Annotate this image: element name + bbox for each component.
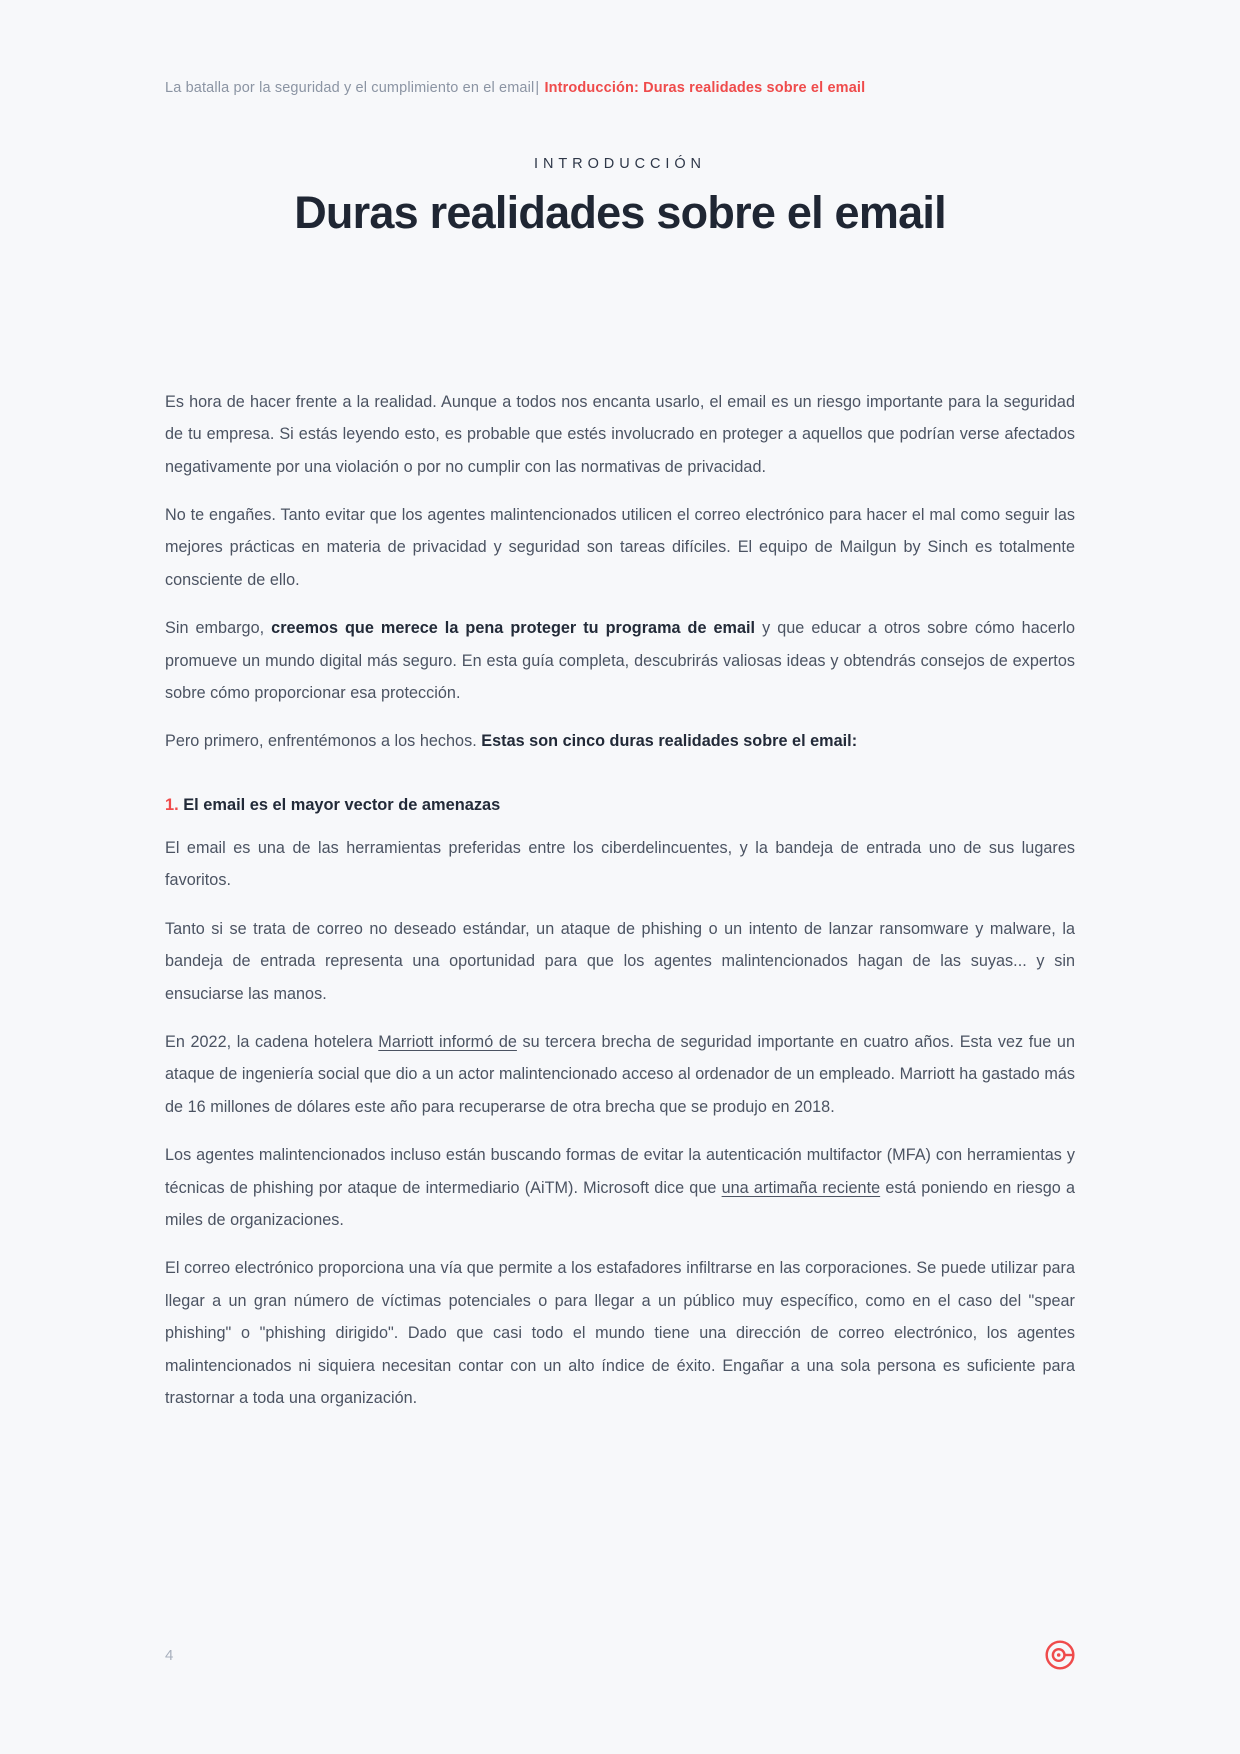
paragraph-intro-1: Es hora de hacer frente a la realidad. Aunque a todos nos encanta usarlo, el email es un riesgo importante para la seguridad de tu empresa. Si estás leyendo esto, es probable que estés involucrado en proteger a aquellos que podrían verse afectados negativamente por una violación o por no cumplir con las normativas de privacidad.: [165, 392, 1075, 476]
subheading-number: 1.: [165, 795, 179, 814]
paragraph-body-4: [165, 1139, 1075, 1236]
running-header-separator: |: [535, 80, 540, 96]
paragraph-3-emphasis: creemos que merece la pena proteger tu programa de email: [271, 619, 756, 638]
paragraph-7-text-a: En 2022, la cadena hotelera: [165, 1033, 379, 1052]
paragraph-3-text-b: y que educar a otros sobre cómo hacerlo promueve un mundo digital más seguro. En esta guía completa, descubrirás valiosas ideas y obtendrás consejos de expertos sobre cómo proporcionar esa protección.: [165, 619, 1075, 702]
subheading-threat-vector: [165, 792, 1075, 818]
page-footer: [165, 1640, 1075, 1670]
mailgun-at-logo-icon: [1045, 1640, 1075, 1670]
paragraph-body-5: El correo electrónico proporciona una vía que permite a los estafadores infiltrarse en las corporaciones. Se puede utilizar para llegar a un gran número de víctimas potenciales o para llegar a un público muy específico, como en el caso del "spear phishing" o "phishing dirigido". Dado que casi todo el mundo tiene una dirección de correo electrónico, los agentes malintencionados ni siquiera necesitan contar con un alto índice de éxito. Engañar a una sola persona es suficiente para trastornar a toda una organización.: [165, 1259, 1075, 1408]
paragraph-intro-3: [165, 612, 1075, 709]
paragraph-3-text-a: Sin embargo,: [165, 619, 272, 638]
paragraph-body-3: [165, 1026, 1075, 1123]
running-header-current-section: Introducción: Duras realidades sobre el email: [544, 80, 866, 96]
paragraph-4-emphasis: Estas son cinco duras realidades sobre el email:: [481, 732, 858, 751]
title-block: [165, 156, 1075, 238]
paragraph-intro-2: No te engañes. Tanto evitar que los agentes malintencionados utilicen el correo electrónico para hacer el mal como seguir las mejores prácticas en materia de privacidad y seguridad son tareas difíciles. El equipo de Mailgun by Sinch es totalmente consciente de ello.: [165, 505, 1075, 589]
paragraph-7-text-b: su tercera brecha de seguridad importante en cuatro años. Esta vez fue un ataque de ingeniería social que dio a un actor malintencionado acceso al ordenador de un empleado. Marriott ha gastado más de 16 millones de dólares este año para recuperarse de otra brecha que se produjo en 2018.: [165, 1033, 1075, 1116]
paragraph-4-text-a: Pero primero, enfrentémonos a los hechos.: [165, 732, 482, 751]
body-content: [165, 386, 1075, 1415]
subheading-label: El email es el mayor vector de amenazas: [178, 795, 501, 814]
paragraph-body-2: Tanto si se trata de correo no deseado estándar, un ataque de phishing o un intento de lanzar ransomware y malware, la bandeja de entrada representa una oportunidad para que los agentes malintencionados hagan de las suyas... y sin ensuciarse las manos.: [165, 919, 1075, 1003]
page-number: 4: [165, 1646, 174, 1664]
paragraph-intro-4: [165, 725, 1075, 757]
link-marriott-report[interactable]: Marriott informó de: [378, 1033, 517, 1052]
running-header: [165, 0, 1075, 98]
running-header-book-title: La batalla por la seguridad y el cumplimiento en el email: [165, 80, 535, 96]
page-title: Duras realidades sobre el email: [294, 187, 946, 239]
paragraph-8-text-a: Los agentes malintencionados incluso están buscando formas de evitar la autenticación multifactor (MFA) con herramientas y técnicas de phishing por ataque de intermediario (AiTM). Microsoft dice que: [165, 1146, 1075, 1197]
link-recent-scheme[interactable]: una artimaña reciente: [721, 1178, 881, 1197]
paragraph-8-text-b: está poniendo en riesgo a miles de organizaciones.: [165, 1178, 1075, 1230]
paragraph-body-1: El email es una de las herramientas preferidas entre los ciberdelincuentes, y la bandeja de entrada uno de sus lugares favoritos.: [165, 839, 1075, 890]
section-eyebrow: INTRODUCCIÓN: [534, 156, 706, 173]
